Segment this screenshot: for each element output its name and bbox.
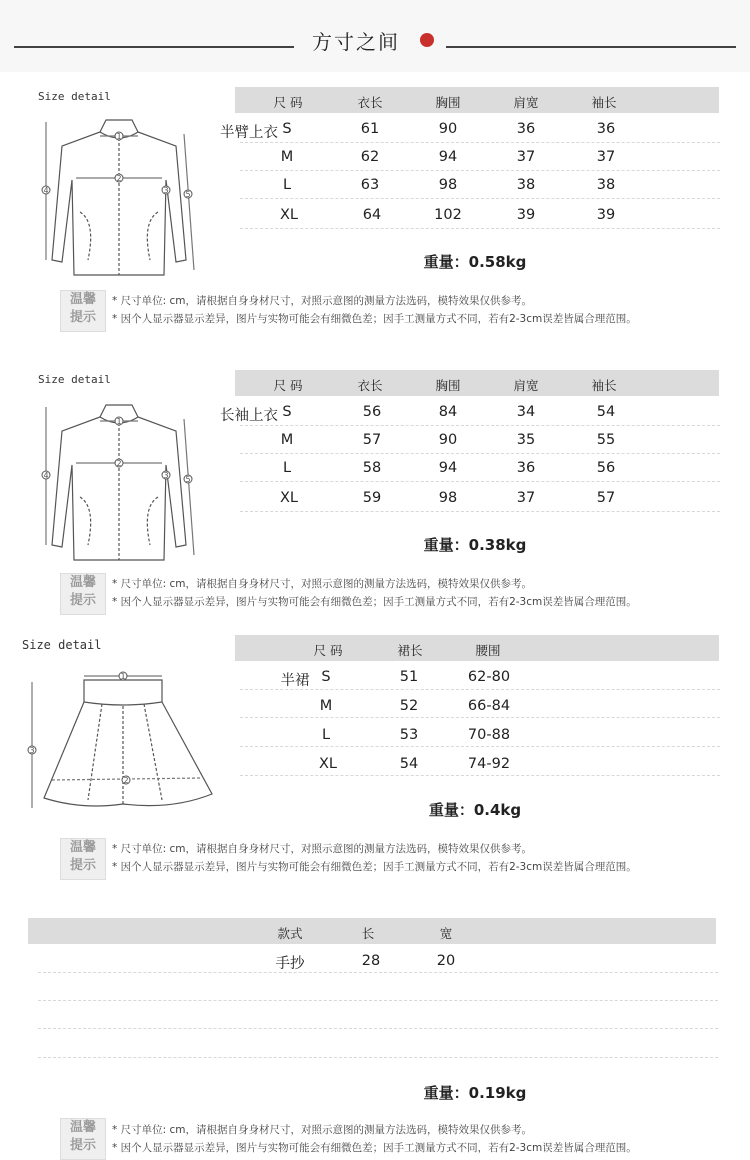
cell-size: XL: [279, 490, 299, 506]
tip-badge: 温馨 提示: [60, 573, 106, 615]
header-rule-right: [446, 46, 736, 48]
cell: 70-88: [467, 727, 511, 743]
cell-size: L: [321, 727, 331, 743]
row-divider: [240, 689, 720, 690]
cell: 90: [438, 121, 458, 137]
cell-size: L: [282, 460, 292, 476]
cell: 20: [436, 953, 456, 969]
tip-badge: 温馨 提示: [60, 838, 106, 880]
row-divider: [240, 198, 720, 199]
cell: 59: [362, 490, 382, 506]
cell: 54: [596, 404, 616, 420]
header-shoulder: 肩宽: [513, 378, 539, 393]
header-size: 尺 码: [273, 95, 303, 110]
row-divider: [240, 453, 720, 454]
header-band: [0, 0, 750, 72]
header-length: 衣长: [357, 378, 383, 393]
row-divider: [240, 228, 720, 229]
cell: 35: [516, 432, 536, 448]
weight-label: 重量：0.19kg: [423, 1084, 527, 1102]
cell: 57: [596, 490, 616, 506]
row-divider: [240, 170, 720, 171]
marker-4: 4: [43, 471, 49, 480]
header-sleeve: 袖长: [591, 378, 617, 393]
cell: 53: [399, 727, 419, 743]
cell-size: XL: [279, 207, 299, 223]
row-divider: [240, 746, 720, 747]
marker-1: 1: [120, 672, 126, 681]
tshirt-short-diagram: [36, 110, 206, 290]
table-header-2: [235, 370, 719, 396]
cell-size: S: [282, 404, 292, 420]
product-name: 半臂上衣: [220, 125, 278, 141]
cell: 102: [434, 207, 462, 223]
cell: 61: [360, 121, 380, 137]
cell: 55: [596, 432, 616, 448]
cell: 94: [438, 149, 458, 165]
cell: 74-92: [467, 756, 511, 772]
marker-3: 3: [163, 186, 169, 195]
header-bust: 胸围: [435, 378, 461, 393]
tip-note: * 尺寸单位: cm，请根据自身身材尺寸，对照示意图的测量方法选码，模特效果仅供参考。: [112, 578, 532, 590]
marker-5: 5: [185, 475, 191, 484]
weight-label: 重量：0.38kg: [423, 536, 527, 554]
cell: 58: [362, 460, 382, 476]
cell-size: S: [321, 669, 331, 685]
marker-5: 5: [185, 190, 191, 199]
header-bust: 胸围: [435, 95, 461, 110]
cell: 39: [596, 207, 616, 223]
row-divider: [240, 425, 720, 426]
header-size: 尺 码: [273, 378, 303, 393]
weight-label: 重量：0.58kg: [423, 253, 527, 271]
cell: 38: [516, 177, 536, 193]
cell: 98: [438, 490, 458, 506]
cell: 51: [399, 669, 419, 685]
cell: 37: [516, 490, 536, 506]
cell: 56: [596, 460, 616, 476]
marker-4: 4: [43, 186, 49, 195]
cell: 84: [438, 404, 458, 420]
cell: 52: [399, 698, 419, 714]
header-waist: 腰围: [475, 643, 501, 658]
row-divider: [240, 481, 720, 482]
size-detail-label: Size detail: [22, 638, 102, 652]
cell: 98: [438, 177, 458, 193]
tip-note: * 因个人显示器显示差异，图片与实物可能会有细微色差；因手工测量方式不同，若有2-3cm误差皆属合理范围。: [112, 1142, 637, 1154]
cell: 36: [596, 121, 616, 137]
header-length: 衣长: [357, 95, 383, 110]
cell: 28: [361, 953, 381, 969]
cell: 38: [596, 177, 616, 193]
header-style: 款式: [277, 926, 303, 941]
header-rule-left: [14, 46, 294, 48]
table-header-1: [235, 87, 719, 113]
row-divider: [240, 775, 720, 776]
cell-size: M: [280, 149, 294, 165]
tip-note: * 尺寸单位: cm，请根据自身身材尺寸，对照示意图的测量方法选码，模特效果仅供参考。: [112, 1124, 532, 1136]
row-divider: [240, 511, 720, 512]
brand-seal-icon: [420, 33, 434, 47]
cell-size: S: [282, 121, 292, 137]
cell: 66-84: [467, 698, 511, 714]
cell: 39: [516, 207, 536, 223]
product-name: 半裙: [280, 673, 310, 689]
cell: 63: [360, 177, 380, 193]
cell: 56: [362, 404, 382, 420]
marker-2: 2: [116, 459, 122, 468]
header-skirt-length: 裙长: [397, 643, 423, 658]
cell-size: XL: [318, 756, 338, 772]
tip-note: * 因个人显示器显示差异，图片与实物可能会有细微色差；因手工测量方式不同，若有2-3cm误差皆属合理范围。: [112, 313, 637, 325]
product-name: 长袖上衣: [220, 408, 278, 424]
header-sleeve: 袖长: [591, 95, 617, 110]
marker-3: 3: [29, 746, 35, 755]
cell-style: 手抄: [275, 956, 305, 972]
cell: 34: [516, 404, 536, 420]
cell: 64: [362, 207, 382, 223]
tip-note: * 因个人显示器显示差异，图片与实物可能会有细微色差；因手工测量方式不同，若有2-3cm误差皆属合理范围。: [112, 861, 637, 873]
marker-2: 2: [123, 776, 129, 785]
row-divider: [38, 1057, 718, 1058]
cell: 62: [360, 149, 380, 165]
tip-note: * 尺寸单位: cm，请根据自身身材尺寸，对照示意图的测量方法选码，模特效果仅供参考。: [112, 843, 532, 855]
cell: 36: [516, 460, 536, 476]
size-detail-label: Size detail: [38, 90, 111, 103]
tshirt-long-diagram: [36, 395, 206, 575]
header-length: 长: [361, 926, 375, 941]
header-width: 宽: [439, 926, 453, 941]
tip-badge: 温馨 提示: [60, 290, 106, 332]
skirt-diagram: [22, 668, 222, 828]
cell: 37: [596, 149, 616, 165]
marker-1: 1: [116, 132, 122, 141]
brand-title: 方寸之间: [312, 30, 400, 54]
tip-note: * 因个人显示器显示差异，图片与实物可能会有细微色差；因手工测量方式不同，若有2-3cm误差皆属合理范围。: [112, 596, 637, 608]
marker-1: 1: [116, 417, 122, 426]
cell: 37: [516, 149, 536, 165]
row-divider: [240, 142, 720, 143]
marker-3: 3: [163, 471, 169, 480]
tip-note: * 尺寸单位: cm，请根据自身身材尺寸，对照示意图的测量方法选码，模特效果仅供参考。: [112, 295, 532, 307]
weight-label: 重量：0.4kg: [428, 801, 522, 819]
cell: 36: [516, 121, 536, 137]
row-divider: [240, 717, 720, 718]
cell-size: L: [282, 177, 292, 193]
row-divider: [38, 1028, 718, 1029]
header-shoulder: 肩宽: [513, 95, 539, 110]
cell: 54: [399, 756, 419, 772]
row-divider: [38, 1000, 718, 1001]
cell: 57: [362, 432, 382, 448]
marker-2: 2: [116, 174, 122, 183]
cell: 62-80: [467, 669, 511, 685]
cell: 90: [438, 432, 458, 448]
tip-badge: 温馨 提示: [60, 1118, 106, 1160]
row-divider: [38, 972, 718, 973]
cell-size: M: [280, 432, 294, 448]
cell: 94: [438, 460, 458, 476]
cell-size: M: [319, 698, 333, 714]
size-detail-label: Size detail: [38, 373, 111, 386]
header-size: 尺 码: [313, 643, 343, 658]
